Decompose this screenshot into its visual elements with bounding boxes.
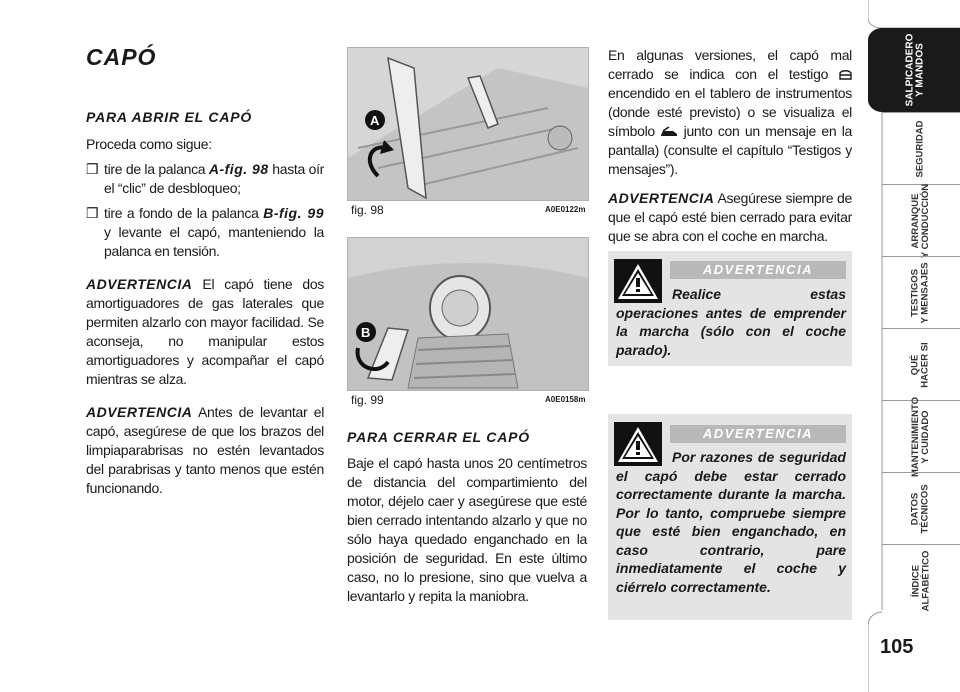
chapter-tab-label [888,551,954,611]
figure-98-image [347,47,589,201]
close-heading: PARA CERRAR EL CAPÓ [347,429,530,445]
warning-dampers [86,275,324,389]
figure-98-code: A0E0122m [545,205,586,214]
warning-box-2-text: Por razones de seguridad el capó debe estar cerrado correctamente durante la marcha. Por lo tanto, compruebe siempre que esté bien enganchado, en caso contrario, pare inmediatamente el coche y ciérrelo correctamente. [616,449,846,595]
figure-98-caption: fig. 98 [351,203,384,217]
chapter-tab-3[interactable] [882,184,960,257]
left-column [86,108,324,498]
warning-dampers-text: El capó tiene dos amortiguadores de gas laterales que permiten alzarlo con mayor facilidad. Se aconseja, no manipular estos amortiguadores y acompañar el capó mientras se alza. [86,276,325,387]
chapter-tab-label [888,263,954,323]
warning-closed [608,189,852,246]
chapter-tabs [868,0,960,692]
figure-98-callout: A [370,113,380,128]
warning-label: ADVERTENCIA [608,190,715,206]
warning-box-1 [608,251,852,366]
car-open-hood-icon [660,126,678,137]
warning-wipers-text: Antes de levantar el capó, asegúrese de que los brazos del limpiaparabrisas no estén levantados del parabrisas y tanto menos que estén funcionando. [86,404,324,496]
chapter-tab-label [882,33,948,107]
close-section [347,428,587,606]
step-2-pre: tire a fondo de la palanca [104,205,259,221]
warning-wipers [86,403,324,498]
chapter-tab-label [888,396,954,478]
chapter-tab-text: MANTENIMIENTO Y CUIDADO [910,396,932,478]
warning-box-1-text: Realice estas operaciones antes de emprender la marcha (sólo con el coche parado). [616,286,846,358]
figure-99-code: A0E0158m [545,395,586,404]
indicator-text-a: En algunas versiones, el capó mal cerrado se indica con el testigo [608,47,852,82]
warning-closed-text: Asegúrese siempre de que el capó esté bien cerrado para evitar que se abra con el coche en marcha. [608,190,852,244]
right-column [608,46,852,246]
chapter-tab-7[interactable] [882,472,960,545]
hood-lever-illustration [348,48,588,200]
chapter-tab-label [888,119,954,179]
chapter-tab-2[interactable] [882,112,960,185]
step-1-ref: A-fig. 98 [208,161,269,177]
open-heading: PARA ABRIR EL CAPÓ [86,109,253,125]
checkbox-icon: ❒ [86,161,99,177]
figure-99-image [347,237,589,391]
chapter-tab-text: SEGURIDAD [914,120,926,178]
step-1 [86,160,324,198]
step-1-post: hasta oír el “clic” de desbloqueo; [104,161,325,196]
page-number: 105 [880,636,914,658]
chapter-tab-text: ARRANQUE Y CONDUCCIÓN [910,183,931,259]
step-1-pre: tire de la palanca [104,161,206,177]
warning-box-1-header: ADVERTENCIA [670,261,846,279]
open-intro: Proceda como sigue: [86,136,212,152]
chapter-tab-text: DATOS TÉCNICOS [910,484,931,534]
chapter-tab-label [888,479,954,539]
chapter-tab-4[interactable] [882,256,960,329]
warning-box-2-header: ADVERTENCIA [670,425,846,443]
chapter-tab-6[interactable] [882,396,960,478]
chapter-tab-1[interactable] [868,28,960,112]
chapter-tab-8[interactable] [882,544,960,617]
warning-label: ADVERTENCIA [86,276,193,292]
chapter-tab-text: SALPICADERO Y MANDOS [904,33,926,107]
step-2 [86,204,324,261]
checkbox-icon: ❒ [86,205,99,221]
hood-warning-lamp-icon [839,69,852,80]
step-2-post: y levante el capó, manteniendo la palanca en tensión. [104,224,324,259]
indicator-text-c: junto con un mensaje en la pantalla) (consulte el capítulo “Testigos y mensajes”). [608,123,852,177]
warning-label: ADVERTENCIA [86,404,193,420]
chapter-tab-text: QUÉ HACER SI [910,342,931,388]
chapter-tab-label [888,335,954,395]
chapter-tab-text: ÍNDICE ALFABÉTICO [909,550,931,612]
page-title: CAPÓ [86,44,157,70]
indicator-text-b: encendido en el tablero de instrumentos (donde esté previsto) o se visualiza el símbolo [608,85,852,139]
warning-box-2 [608,414,852,620]
figure-99-callout: B [361,325,371,340]
hood-open-indicator-text [608,46,852,179]
step-2-ref: B-fig. 99 [263,205,324,221]
hood-release-illustration [348,238,588,390]
close-text: Baje el capó hasta unos 20 centímetros de distancia del compartimiento del motor, déjelo caer y asegúrese que esté bien cerrado intentando alzarlo y que no sólo haya quedado enganchado en la posición de seguridad. En este último caso, no lo presione, sino que vuelva a levantarlo y repita la maniobra. [347,455,587,604]
chapter-tab-label [888,183,954,259]
chapter-tab-text: TESTIGOS Y MENSAJES [909,262,931,324]
chapter-tab-5[interactable] [882,328,960,401]
figure-99-caption: fig. 99 [351,393,384,407]
